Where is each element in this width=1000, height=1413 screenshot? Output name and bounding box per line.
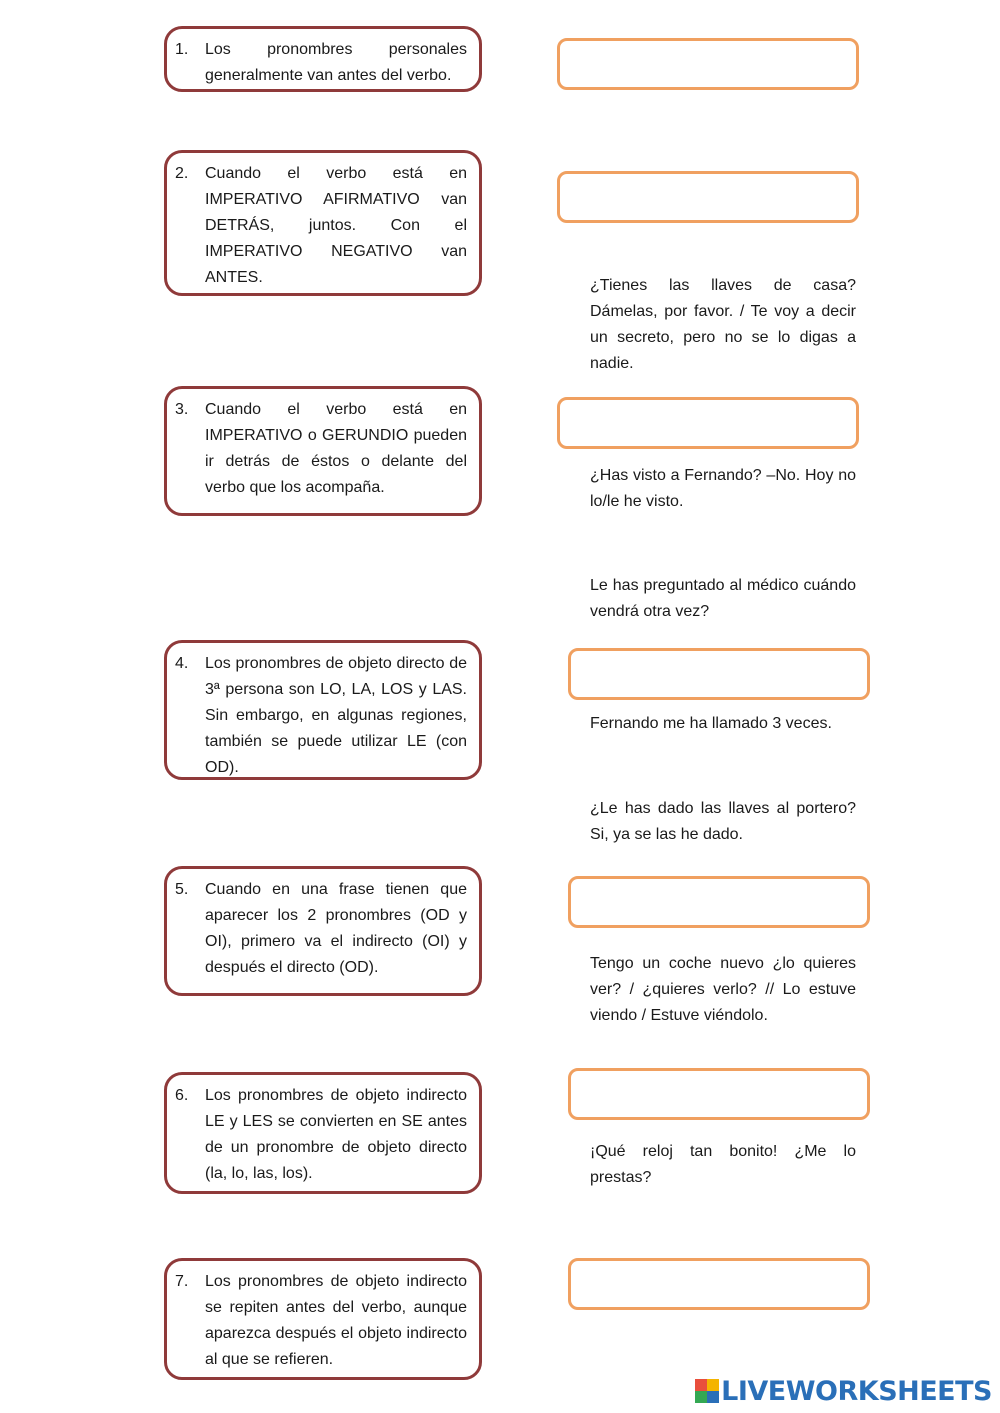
rule-text: Los pronombres de objeto directo de 3ª persona son LO, LA, LOS y LAS. Sin embargo, en algunas regiones, también se puede utilizar LE (con OD). xyxy=(205,655,467,776)
answer-box-2[interactable] xyxy=(557,171,859,223)
example-text-5: ¿Le has dado las llaves al portero? Si, ya se las he dado. xyxy=(590,800,856,843)
rule-box-3 xyxy=(164,386,482,516)
rule-number: 4. xyxy=(175,655,189,672)
example-text-1: ¿Tienes las llaves de casa? Dámelas, por favor. / Te voy a decir un secreto, pero no se lo digas a nadie. xyxy=(590,277,856,372)
liveworksheets-logo xyxy=(695,1375,992,1407)
rule-number: 3. xyxy=(175,401,189,418)
example-text-6: Tengo un coche nuevo ¿lo quieres ver? / ¿quieres verlo? // Lo estuve viendo / Estuve viéndolo. xyxy=(590,955,856,1024)
rule-text: Los pronombres de objeto indirecto LE y LES se convierten en SE antes de un pronombre de objeto directo (la, lo, las, los). xyxy=(205,1087,467,1182)
answer-box-6[interactable] xyxy=(568,1068,870,1120)
logo-text: LIVEWORKSHEETS xyxy=(721,1375,992,1407)
rule-box-1 xyxy=(164,26,482,92)
rule-text: Los pronombres personales generalmente van antes del verbo. xyxy=(205,41,467,84)
example-text-2: ¿Has visto a Fernando? –No. Hoy no lo/le he visto. xyxy=(590,467,856,510)
rule-number: 1. xyxy=(175,41,189,58)
rule-number: 6. xyxy=(175,1087,189,1104)
answer-box-1[interactable] xyxy=(557,38,859,90)
rule-box-6 xyxy=(164,1072,482,1194)
rule-box-7 xyxy=(164,1258,482,1380)
rule-number: 5. xyxy=(175,881,189,898)
example-text-3: Le has preguntado al médico cuándo vendrá otra vez? xyxy=(590,577,856,620)
rule-number: 2. xyxy=(175,165,189,182)
answer-box-4[interactable] xyxy=(568,648,870,700)
rule-text: Cuando el verbo está en IMPERATIVO o GERUNDIO pueden ir detrás de éstos o delante del verbo que los acompaña. xyxy=(205,401,467,496)
rule-text: Cuando el verbo está en IMPERATIVO AFIRMATIVO van DETRÁS, juntos. Con el IMPERATIVO NEGATIVO van ANTES. xyxy=(205,165,467,286)
answer-box-3[interactable] xyxy=(557,397,859,449)
rule-text: Los pronombres de objeto indirecto se repiten antes del verbo, aunque aparezca después el objeto indirecto al que se refieren. xyxy=(205,1273,467,1368)
rule-number: 7. xyxy=(175,1273,189,1290)
rule-box-5 xyxy=(164,866,482,996)
answer-box-7[interactable] xyxy=(568,1258,870,1310)
rule-box-4 xyxy=(164,640,482,780)
example-text-4: Fernando me ha llamado 3 veces. xyxy=(590,715,832,732)
rule-box-2 xyxy=(164,150,482,296)
example-text-7: ¡Qué reloj tan bonito! ¿Me lo prestas? xyxy=(590,1143,856,1186)
liveworksheets-logo-icon xyxy=(695,1379,719,1403)
answer-box-5[interactable] xyxy=(568,876,870,928)
rule-text: Cuando en una frase tienen que aparecer los 2 pronombres (OD y OI), primero va el indirecto (OI) y después el directo (OD). xyxy=(205,881,467,976)
